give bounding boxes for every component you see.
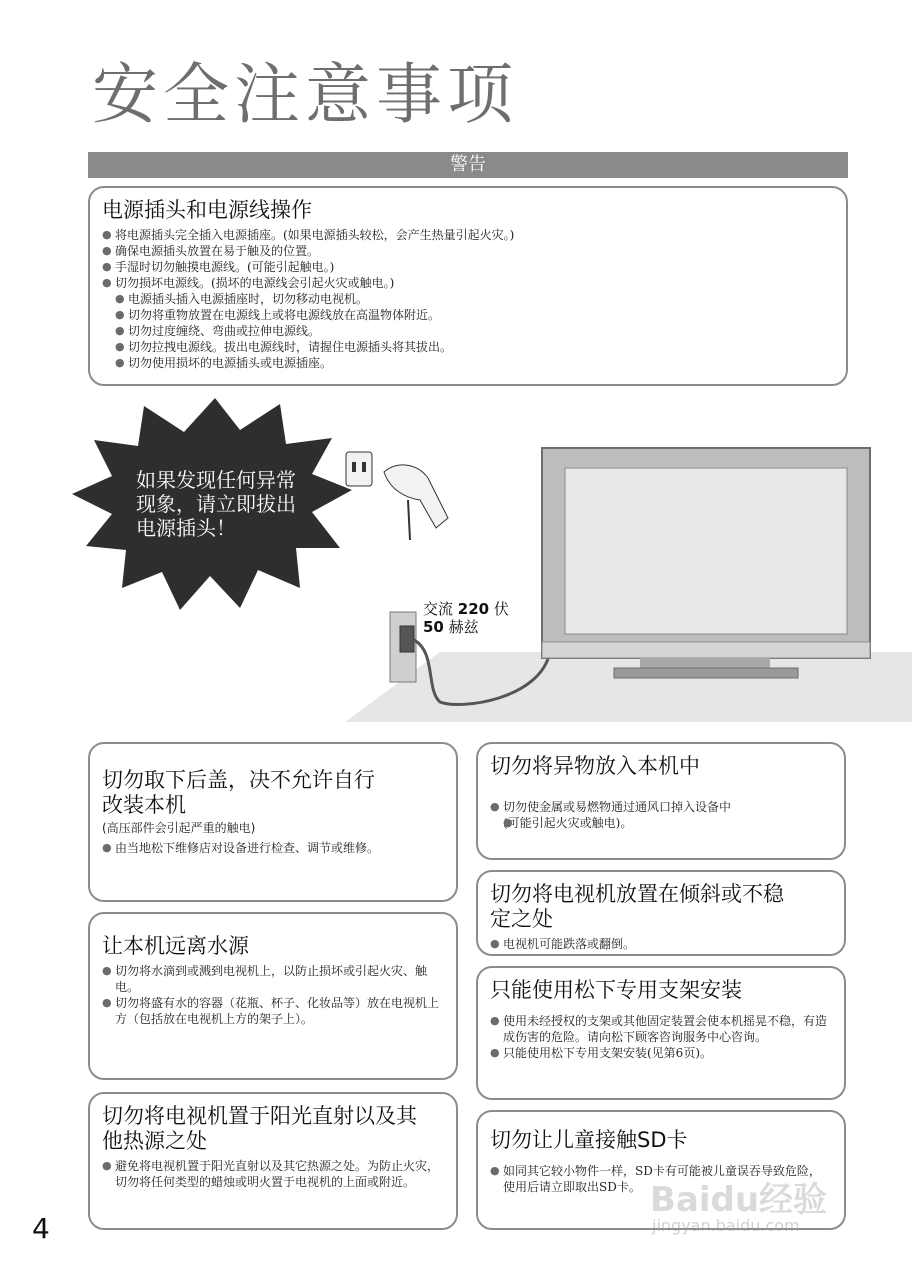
foreign-objects-section — [476, 742, 846, 860]
list-item: ● 切勿将盛有水的容器（花瓶、杯子、化妆品等）放在电视机上方（包括放在电视机上方的架子上）。 — [102, 995, 444, 1027]
power-spec-label: 交流 220 伏 50 赫兹 — [423, 600, 509, 636]
hand-pulling-plug-icon — [370, 465, 448, 540]
list-item: ● 切勿使金属或易燃物通过通风口掉入设备中 — [490, 799, 832, 815]
back-cover-section — [88, 742, 458, 902]
wall-socket-icon — [346, 452, 372, 486]
list-item-cont: ● (可能引起火灾或触电)。 — [490, 815, 832, 831]
tv-screen — [565, 468, 847, 634]
list-item: ● 切勿使用损坏的电源插头或电源插座。 — [102, 355, 834, 371]
foreign-objects-title: 切勿将异物放入本机中 — [490, 754, 700, 778]
tv-illustration — [0, 390, 912, 730]
warning-bar: 警告 — [88, 152, 848, 178]
page-number: 4 — [32, 1212, 50, 1245]
back-cover-note: (高压部件会引起严重的触电) — [102, 821, 256, 835]
power-cord-title: 电源插头和电源线操作 — [102, 198, 312, 222]
page-title: 安全注意事项 — [92, 56, 518, 133]
sd-card-title: 切勿让儿童接触SD卡 — [490, 1128, 688, 1152]
unstable-surface-section — [476, 870, 846, 956]
list-item: ● 使用未经授权的支架或其他固定装置会使本机摇晃不稳，有造成伤害的危险。请向松下顾客咨询服务中心咨询。 — [490, 1013, 832, 1045]
list-item: ● 将电源插头完全插入电源插座。(如果电源插头较松，会产生热量引起火灾。) — [102, 227, 834, 243]
power-cord-section — [88, 186, 848, 386]
water-section — [88, 912, 458, 1080]
list-item: ● 切勿拉拽电源线。拔出电源线时，请握住电源插头将其拔出。 — [102, 339, 834, 355]
list-item: ● 确保电源插头放置在易于触及的位置。 — [102, 243, 834, 259]
list-item: ● 切勿将水滴到或溅到电视机上，以防止损坏或引起火灾、触电。 — [102, 963, 444, 995]
water-title: 让本机远离水源 — [102, 934, 249, 958]
tv-stand — [640, 658, 770, 668]
list-item: ● 切勿过度缠绕、弯曲或拉伸电源线。 — [102, 323, 834, 339]
list-item: ● 只能使用松下专用支架安装(见第6页)。 — [490, 1045, 832, 1061]
sunlight-section — [88, 1092, 458, 1230]
list-item: ● 切勿将重物放置在电源线上或将电源线放在高温物体附近。 — [102, 307, 834, 323]
watermark-url: jingyan.baidu.com — [652, 1216, 800, 1235]
watermark: Baidu经验 — [650, 1180, 828, 1220]
list-item: ● 如同其它较小物件一样，SD卡有可能被儿童误吞导致危险，使用后请立即取出SD卡。 — [490, 1163, 832, 1195]
floor — [345, 652, 912, 722]
unstable-surface-title: 切勿将电视机放置在倾斜或不稳 定之处 — [490, 882, 784, 931]
list-item: ● 避免将电视机置于阳光直射以及其它热源之处。为防止火灾，切勿将任何类型的蜡烛或明火置于电视机的上面或附近。 — [102, 1158, 444, 1190]
power-cord-list — [102, 227, 834, 371]
list-item: ● 电源插头插入电源插座时，切勿移动电视机。 — [102, 291, 834, 307]
list-item: ● 切勿损坏电源线。(损坏的电源线会引起火灾或触电。) — [102, 275, 834, 291]
unplug-warning-text: 如果发现任何异常 现象，请立即拔出 电源插头！ — [136, 468, 296, 540]
list-item: ● 由当地松下维修店对设备进行检查、调节或维修。 — [102, 840, 444, 856]
sunlight-title: 切勿将电视机置于阳光直射以及其 他热源之处 — [102, 1104, 417, 1153]
bracket-title: 只能使用松下专用支架安装 — [490, 978, 742, 1002]
list-item: ● 手湿时切勿触摸电源线。(可能引起触电。) — [102, 259, 834, 275]
list-item: ● 电视机可能跌落或翻倒。 — [490, 936, 832, 952]
bracket-section — [476, 966, 846, 1100]
back-cover-title: 切勿取下后盖，决不允许自行 改装本机 — [102, 768, 375, 817]
